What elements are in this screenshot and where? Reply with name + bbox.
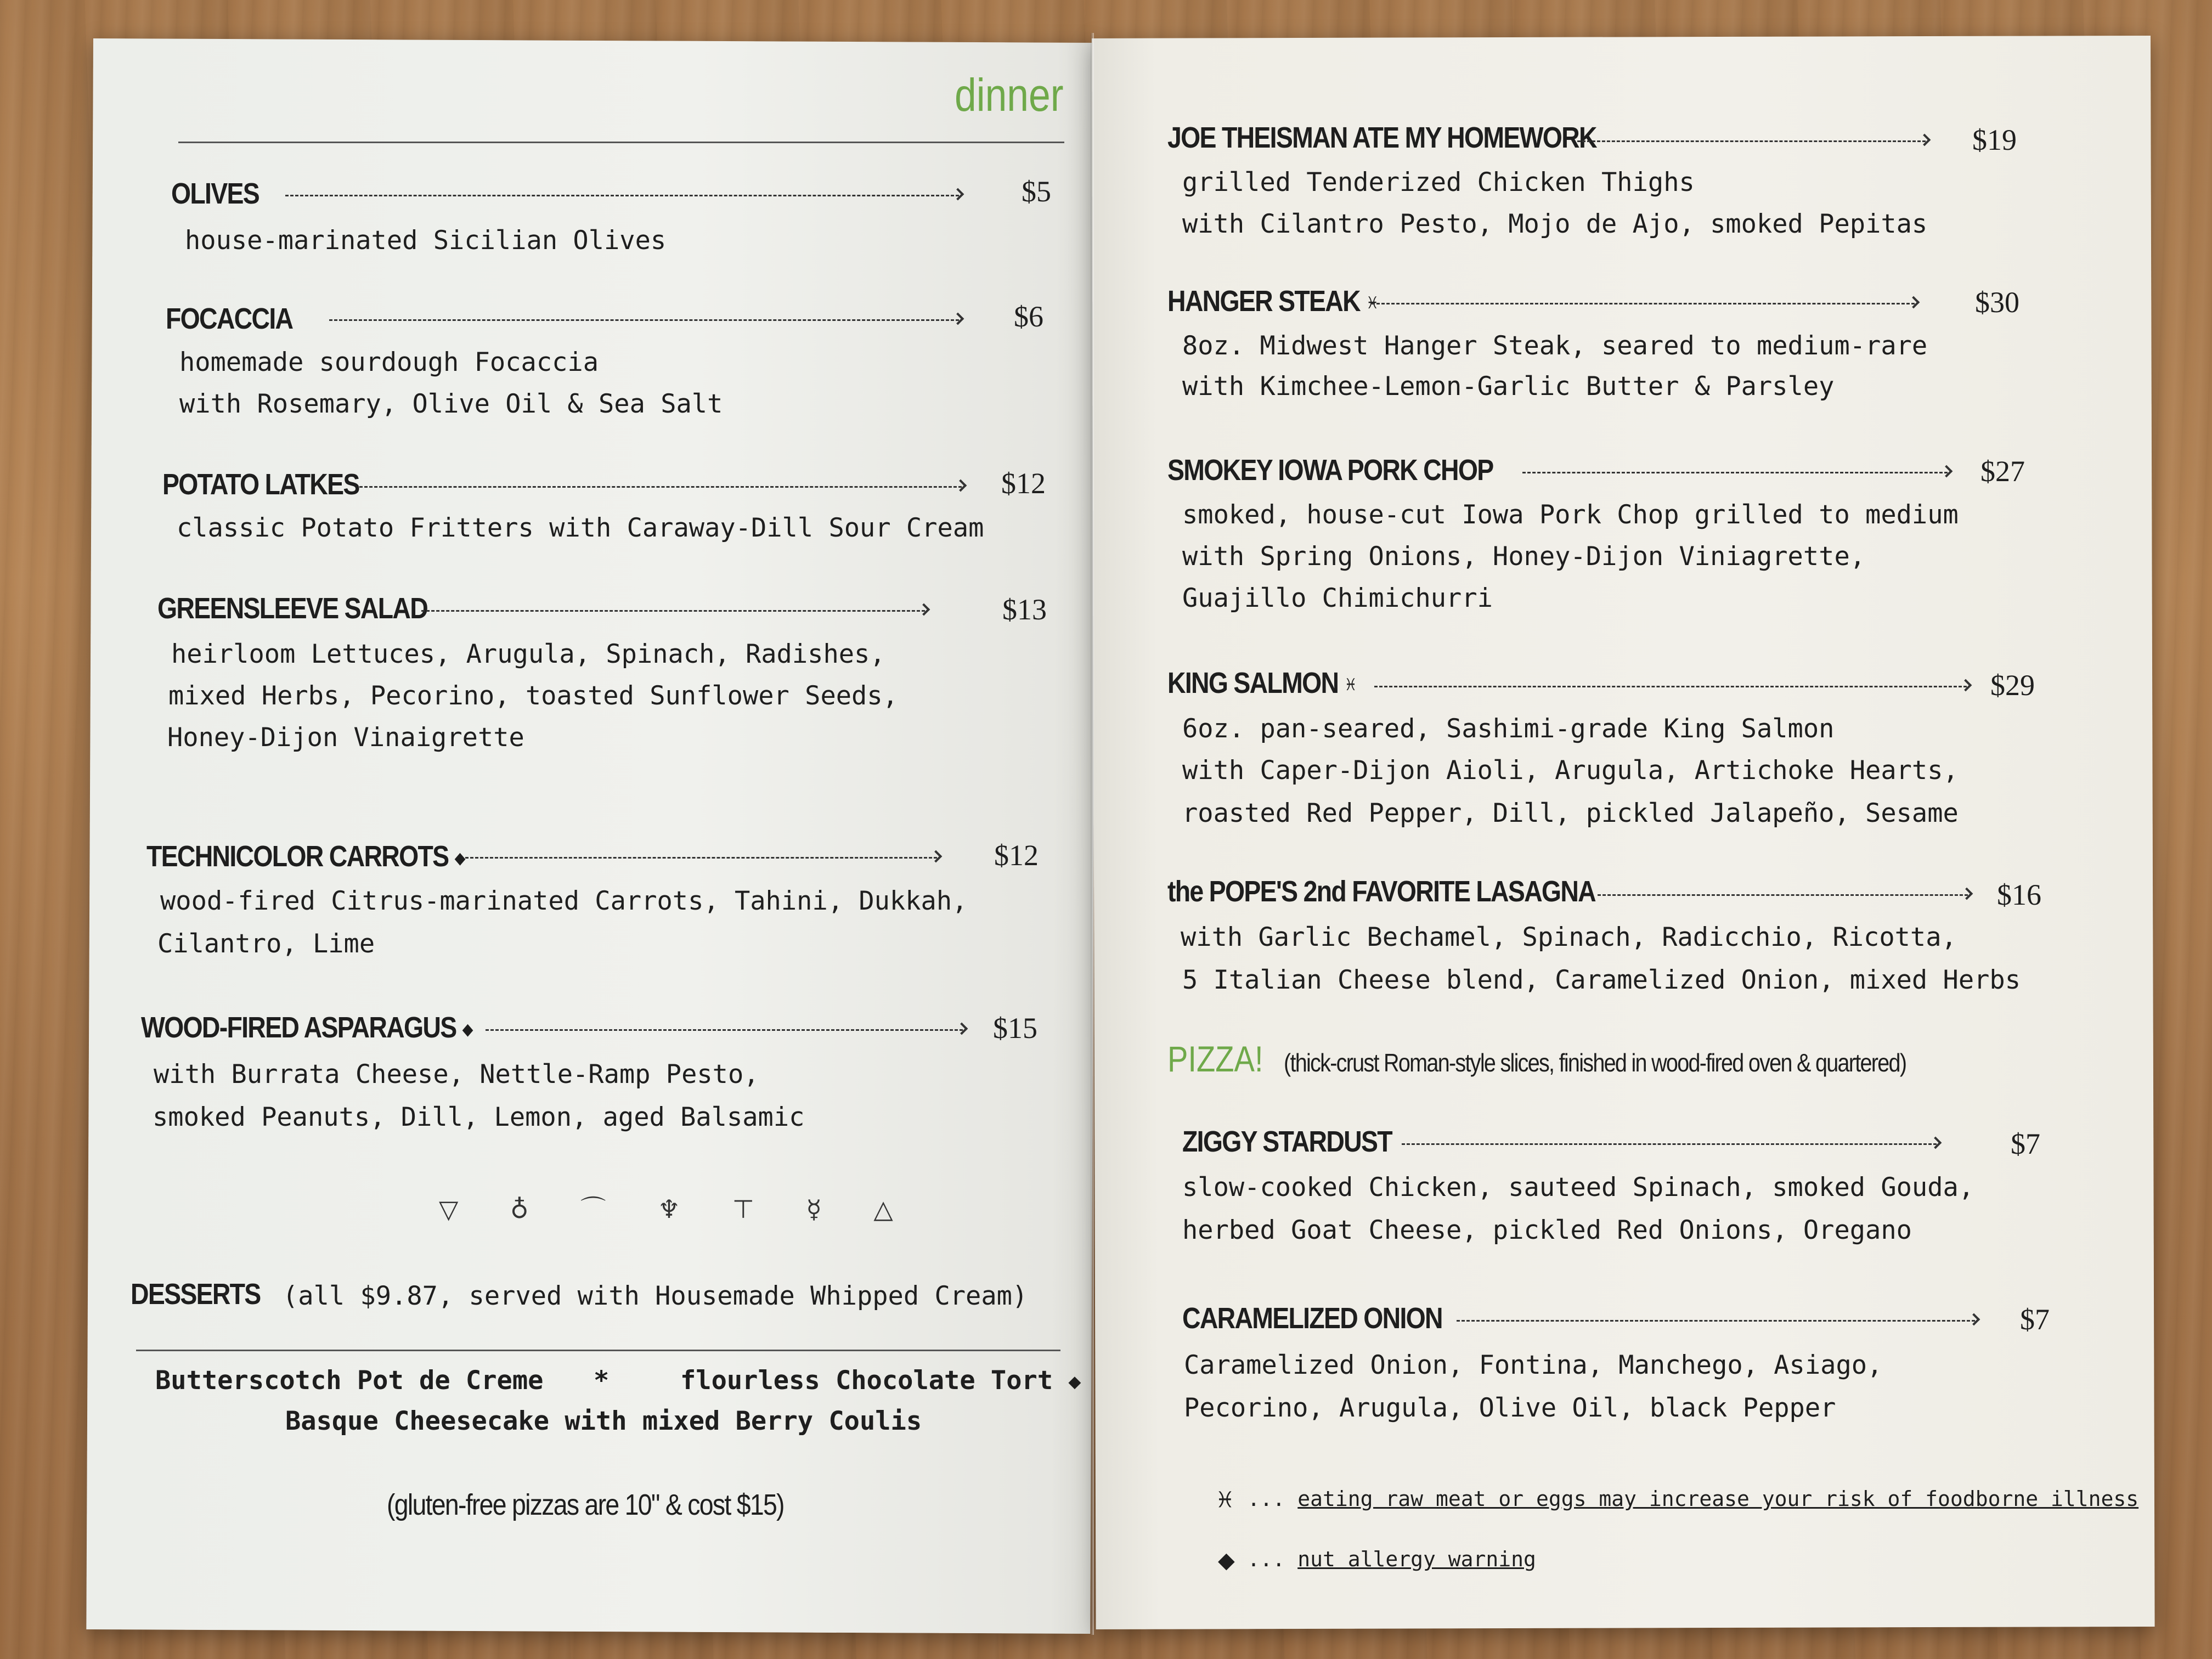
leader-arrow (1598, 894, 1968, 896)
item-name-wood-fired-asparagus (141, 1011, 473, 1045)
dessert-chocolate-tort-text: flourless Chocolate Tort (680, 1365, 1053, 1396)
pizza-note: (thick-crust Roman-style slices, finished in wood-fired oven & quartered) (1284, 1048, 1906, 1077)
nut-allergy-icon: ◆ (462, 1020, 473, 1040)
item-desc-ziggy-stardust-1: slow-cooked Chicken, sauteed Spinach, smoked Gouda, (1182, 1172, 1974, 1203)
item-desc-smokey-iowa-pork-chop-3: Guajillo Chimichurri (1182, 583, 1493, 613)
item-name-caramelized-onion: CARAMELIZED ONION (1182, 1302, 1442, 1335)
item-name-king-salmon-text: KING SALMON (1167, 667, 1339, 699)
item-desc-greensleeve-salad-1: heirloom Lettuces, Arugula, Spinach, Radishes, (171, 639, 885, 669)
item-desc-ziggy-stardust-2: herbed Goat Cheese, pickled Red Onions, Oregano (1182, 1215, 1912, 1245)
raw-meat-warning-icon: ♓ (1366, 294, 1379, 313)
leader-arrow (285, 195, 959, 196)
item-name-joe-theisman: JOE THEISMAN ATE MY HOMEWORK (1167, 121, 1596, 154)
leader-arrow (1402, 1143, 1937, 1145)
item-desc-popes-lasagna-2: 5 Italian Cheese blend, Caramelized Onion, mixed Herbs (1182, 965, 2021, 995)
footnote-raw-meat-text: eating raw meat or eggs may increase your risk of foodborne illness (1297, 1487, 2139, 1511)
nut-allergy-icon: ◆ (454, 849, 466, 868)
item-desc-focaccia-2: with Rosemary, Olive Oil & Sea Salt (179, 389, 723, 419)
item-price-ziggy-stardust: $7 (2011, 1127, 2040, 1160)
leader-arrow (329, 319, 959, 321)
item-desc-joe-theisman-2: with Cilantro Pesto, Mojo de Ajo, smoked Pepitas (1182, 209, 1928, 239)
item-price-focaccia: $6 (1014, 300, 1043, 333)
item-price-popes-lasagna: $16 (1997, 878, 2041, 911)
item-name-focaccia: FOCACCIA (166, 302, 293, 335)
leader-arrow (465, 857, 937, 859)
title-rule (178, 142, 1064, 143)
item-desc-king-salmon-3: roasted Red Pepper, Dill, pickled Jalapeño, Sesame (1182, 798, 1959, 828)
item-name-hanger-steak-text: HANGER STEAK (1167, 285, 1360, 318)
footnote-nut-allergy (1218, 1547, 1536, 1573)
item-desc-caramelized-onion-1: Caramelized Onion, Fontina, Manchego, Asiago, (1184, 1350, 1883, 1380)
item-desc-hanger-steak-2: with Kimchee-Lemon-Garlic Butter & Parsley (1182, 371, 1835, 402)
item-name-hanger-steak (1167, 284, 1379, 318)
item-desc-technicolor-carrots-1: wood-fired Citrus-marinated Carrots, Tahini, Dukkah, (160, 886, 968, 916)
item-price-smokey-iowa-pork-chop: $27 (1980, 455, 2025, 488)
item-desc-technicolor-carrots-2: Cilantro, Lime (157, 929, 375, 959)
item-price-technicolor-carrots: $12 (994, 839, 1039, 872)
item-desc-joe-theisman-1: grilled Tenderized Chicken Thighs (1182, 167, 1695, 198)
dessert-butterscotch: Butterscotch Pot de Creme (155, 1365, 544, 1396)
item-name-popes-lasagna: the POPE'S 2nd FAVORITE LASAGNA (1167, 875, 1595, 908)
item-desc-smokey-iowa-pork-chop-1: smoked, house-cut Iowa Pork Chop grilled to medium (1182, 500, 1959, 530)
item-price-caramelized-onion: $7 (2020, 1303, 2050, 1336)
item-name-greensleeve-salad: GREENSLEEVE SALAD (157, 592, 428, 625)
nut-allergy-icon: ◆ (1068, 1372, 1081, 1392)
footnote-raw-meat (1215, 1487, 2138, 1513)
desserts-heading: DESSERTS (131, 1278, 261, 1311)
item-desc-wood-fired-asparagus-2: smoked Peanuts, Dill, Lemon, aged Balsamic (153, 1102, 805, 1132)
item-name-wood-fired-asparagus-text: WOOD-FIRED ASPARAGUS (141, 1011, 456, 1044)
item-name-king-salmon (1167, 666, 1357, 700)
dessert-cheesecake: Basque Cheesecake with mixed Berry Coulis (285, 1406, 922, 1436)
item-name-technicolor-carrots (146, 839, 465, 873)
menu-title: dinner (955, 69, 1064, 121)
leader-arrow (1374, 686, 1967, 687)
item-desc-olives: house-marinated Sicilian Olives (185, 225, 667, 256)
pizza-heading: PIZZA! (1167, 1039, 1263, 1079)
item-desc-potato-latkes: classic Potato Fritters with Caraway-Dill Sour Cream (177, 513, 984, 543)
item-name-olives: OLIVES (171, 177, 259, 210)
item-desc-wood-fired-asparagus-1: with Burrata Cheese, Nettle-Ramp Pesto, (154, 1059, 759, 1090)
item-desc-greensleeve-salad-3: Honey-Dijon Vinaigrette (167, 723, 524, 753)
leader-arrow (359, 486, 962, 488)
item-desc-greensleeve-salad-2: mixed Herbs, Pecorino, toasted Sunflower Seeds, (168, 681, 898, 711)
leader-arrow (1372, 303, 1915, 304)
item-price-king-salmon: $29 (1990, 669, 2035, 702)
alchemical-symbols-ornament: ▽ ♁ ⌒ ♆ ⊤ ☿ △ (439, 1194, 915, 1224)
leader-arrow (1457, 1320, 1975, 1322)
item-desc-king-salmon-2: with Caper-Dijon Aioli, Arugula, Artichoke Hearts, (1182, 755, 1959, 786)
footnote-dots: ... (1247, 1487, 1285, 1511)
leader-arrow (1522, 472, 1948, 473)
desserts-rule (136, 1350, 1060, 1351)
footnote-dots: ... (1247, 1547, 1285, 1571)
desserts-note: (all $9.87, served with Housemade Whipped Cream) (283, 1281, 1028, 1311)
raw-meat-warning-icon: ♓ (1344, 675, 1357, 695)
item-name-smokey-iowa-pork-chop: SMOKEY IOWA PORK CHOP (1167, 454, 1493, 487)
item-price-wood-fired-asparagus: $15 (993, 1012, 1037, 1045)
item-desc-king-salmon-1: 6oz. pan-seared, Sashimi-grade King Salmon (1182, 714, 1835, 744)
leader-arrow (1577, 140, 1926, 142)
gluten-free-note: (gluten-free pizzas are 10" & cost $15) (387, 1488, 784, 1521)
item-price-hanger-steak: $30 (1975, 286, 2019, 319)
leader-arrow (486, 1029, 963, 1031)
nut-allergy-icon: ◆ (1218, 1548, 1235, 1573)
dessert-separator: * (594, 1365, 610, 1396)
item-desc-popes-lasagna-1: with Garlic Bechamel, Spinach, Radicchio, Ricotta, (1181, 922, 1957, 952)
item-name-potato-latkes: POTATO LATKES (162, 468, 359, 501)
leader-arrow (421, 610, 925, 612)
item-desc-caramelized-onion-2: Pecorino, Arugula, Olive Oil, black Pepper (1184, 1393, 1836, 1423)
raw-meat-warning-icon: ♓ (1215, 1487, 1235, 1513)
item-name-technicolor-carrots-text: TECHNICOLOR CARROTS (146, 840, 449, 873)
dessert-chocolate-tort (680, 1359, 1081, 1404)
item-name-ziggy-stardust: ZIGGY STARDUST (1182, 1125, 1392, 1158)
item-desc-smokey-iowa-pork-chop-2: with Spring Onions, Honey-Dijon Viniagrette, (1182, 541, 1866, 572)
item-price-potato-latkes: $12 (1001, 467, 1046, 500)
item-price-greensleeve-salad: $13 (1002, 593, 1047, 626)
page-fold (1091, 33, 1094, 1635)
footnote-nut-allergy-text: nut allergy warning (1297, 1547, 1536, 1571)
item-price-olives: $5 (1022, 175, 1051, 208)
item-desc-hanger-steak-1: 8oz. Midwest Hanger Steak, seared to medium-rare (1182, 331, 1928, 361)
item-price-joe-theisman: $19 (1972, 123, 2017, 156)
item-desc-focaccia-1: homemade sourdough Focaccia (179, 347, 599, 377)
